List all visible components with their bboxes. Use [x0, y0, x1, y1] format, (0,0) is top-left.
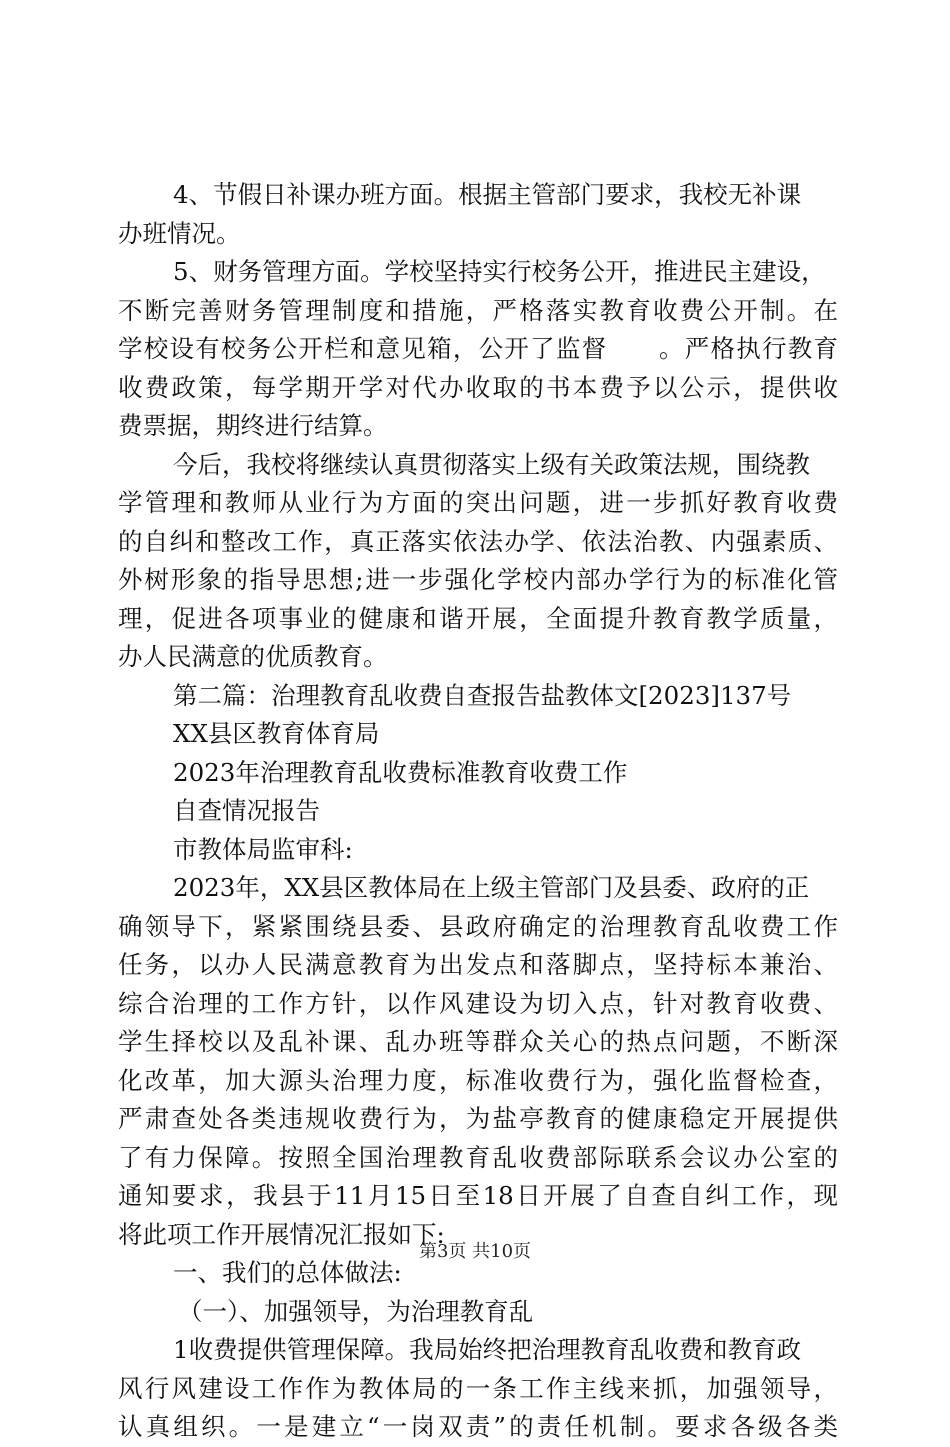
- text-line: 办班情况。: [118, 218, 241, 248]
- text-line: 了有力保障。按照全国治理教育乱收费部际联系会议办公室的: [118, 1142, 838, 1172]
- text-line: 1收费提供管理保障。我局始终把治理教育乱收费和教育政: [173, 1335, 802, 1364]
- text-line: 认真组织。一是建立“一岗双责”的责任机制。要求各级各类: [118, 1412, 838, 1441]
- page-number-footer: 第3页 共10页: [418, 1241, 532, 1262]
- text-line: 学生择校以及乱补课、乱办班等群众关心的热点问题，不断深: [118, 1027, 838, 1056]
- text-line: 将此项工作开展情况汇报如下:: [118, 1219, 445, 1249]
- text-line: 综合治理的工作方针，以作风建设为切入点，针对教育收费、: [118, 988, 838, 1018]
- text-line: 确领导下，紧紧围绕县委、县政府确定的治理教育乱收费工作: [118, 911, 838, 941]
- text-line: 5、财务管理方面。学校坚持实行校务公开，推进民主建设，: [173, 257, 826, 286]
- addressee-line: 市教体局监审科:: [173, 834, 353, 864]
- report-title-line: 自查情况报告: [173, 796, 320, 825]
- text-line: 办人民满意的优质教育。: [118, 642, 388, 671]
- section-heading: 第二篇：治理教育乱收费自查报告盐教体文[2023]137号: [173, 680, 792, 710]
- text-line: 2023年，XX县区教体局在上级主管部门及县委、政府的正: [173, 873, 810, 902]
- text-line: 外树形象的指导思想;进一步强化学校内部办学行为的标准化管: [118, 565, 838, 594]
- text-line: 4、节假日补课办班方面。根据主管部门要求，我校无补课: [173, 180, 802, 209]
- text-line: 学校设有校务公开栏和意见箱，公开了监督 。严格执行教育: [118, 334, 838, 363]
- text-line: 通知要求，我县于11月15日至18日开展了自查自纠工作，现: [118, 1181, 838, 1210]
- text-line: 理，促进各项事业的健康和谐开展，全面提升教育教学质量，: [118, 603, 838, 633]
- text-line: 收费政策，每学期开学对代办收取的书本费予以公示，提供收: [118, 372, 838, 402]
- issuer-line: XX县区教育体育局: [173, 719, 380, 748]
- subsection-heading: （一）、加强领导，为治理教育乱: [178, 1296, 534, 1326]
- text-line: 任务，以办人民满意教育为出发点和落脚点，坚持标本兼治、: [118, 950, 838, 979]
- text-line: 费票据，期终进行结算。: [118, 411, 388, 440]
- report-title-line: 2023年治理教育乱收费标准教育收费工作: [173, 757, 628, 787]
- text-line: 严肃查处各类违规收费行为，为盐亭教育的健康稳定开展提供: [118, 1104, 838, 1133]
- subsection-heading: 一、我们的总体做法:: [173, 1258, 402, 1287]
- text-line: 不断完善财务管理制度和措施，严格落实教育收费公开制。在: [118, 295, 838, 325]
- text-line: 今后，我校将继续认真贯彻落实上级有关政策法规，围绕教: [173, 449, 810, 479]
- text-line: 风行风建设工作作为教体局的一条工作主线来抓，加强领导，: [118, 1373, 838, 1403]
- text-line: 学管理和教师从业行为方面的突出问题，进一步抓好教育收费: [118, 488, 838, 517]
- text-line: 化改革，加大源头治理力度，标准收费行为，强化监督检查，: [118, 1065, 838, 1095]
- text-line: 的自纠和整改工作，真正落实依法办学、依法治教、内强素质、: [118, 526, 838, 556]
